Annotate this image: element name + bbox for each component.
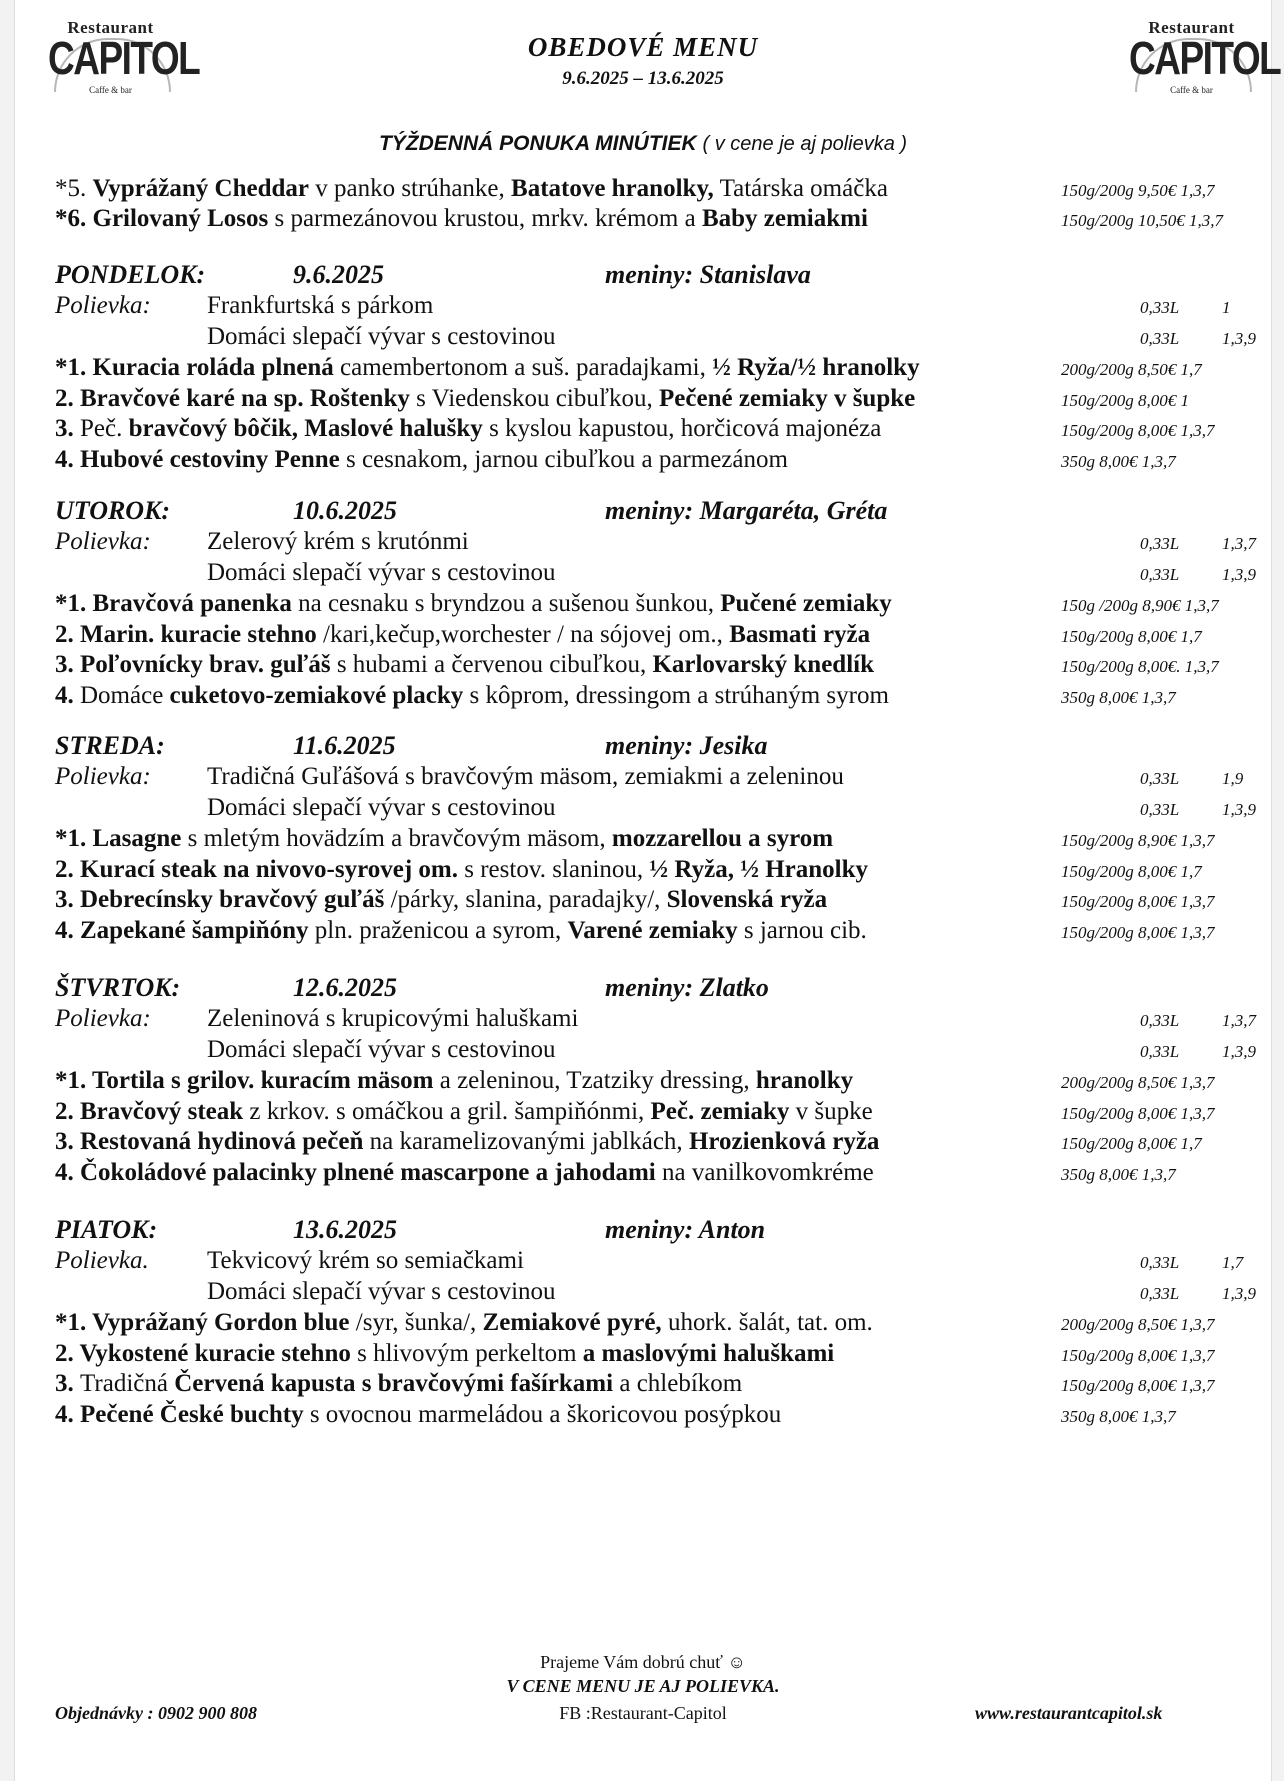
weekly-heading — [15, 132, 1271, 156]
main-dish-row — [55, 351, 1265, 385]
dish-text-part: a chlebíkom — [613, 1370, 743, 1397]
day-header — [55, 729, 1265, 763]
main-dish-meta: 200g/200g 8,50€ 1,3,7 — [1061, 1315, 1215, 1334]
soup-row — [55, 320, 1265, 354]
main-dish-row — [55, 382, 1265, 416]
dish-text-part: Hrozienková ryža — [688, 1128, 880, 1155]
dish-text — [55, 648, 874, 682]
day-nameday: meniny: Jesika — [605, 731, 768, 760]
dish-text-part: a maslovými haluškami — [582, 1339, 835, 1367]
main-dish-row — [55, 1095, 1265, 1129]
day-date: 12.6.2025 — [293, 973, 397, 1002]
day-date: 10.6.2025 — [293, 496, 397, 525]
dish-text-part: s hubami a červenou cibuľkou, — [330, 651, 653, 678]
day-date: 9.6.2025 — [293, 260, 384, 289]
soup-row — [55, 289, 1265, 323]
menu-dates: 9.6.2025 – 13.6.2025 — [562, 68, 724, 89]
soup-name: Frankfurtská s párkom — [207, 292, 434, 319]
weekly-heading-note: ( v cene je aj polievka ) — [702, 133, 908, 155]
soup-name: Domáci slepačí vývar s cestovinou — [207, 323, 556, 350]
logo-sub-text: Caffe & bar — [89, 85, 132, 95]
weekly-item-meta: 150g/200g 9,50€ 1,3,7 — [1061, 181, 1215, 200]
dish-text-part: hranolky — [755, 1067, 854, 1094]
dish-text-part: Pečené zemiaky v šupke — [659, 384, 916, 412]
main-dish-row — [55, 1125, 1265, 1159]
dish-text — [55, 1367, 742, 1401]
dish-text-part: 4. Zapekané šampiňóny — [55, 916, 309, 944]
main-dish-row — [55, 883, 1265, 917]
soup-allergens: 1,7 — [1222, 1253, 1244, 1272]
main-dish-meta: 150g /200g 8,90€ 1,3,7 — [1061, 596, 1219, 615]
dish-text — [55, 822, 833, 856]
main-dish-row — [55, 1337, 1265, 1371]
soup-name: Zelerový krém s krutónmi — [207, 528, 469, 555]
soup-row — [55, 1002, 1265, 1036]
dish-text-part: 3. Restovaná hydinová pečeň — [55, 1128, 364, 1155]
dish-text — [55, 202, 868, 236]
soup-row — [55, 525, 1265, 559]
dish-text-part: a zeleninou, Tzatziky dressing, — [433, 1067, 756, 1094]
main-dish-row — [55, 443, 1265, 477]
dish-text-part: /kari,kečup,worchester / na sójovej om., — [316, 620, 730, 648]
main-dish-meta: 350g 8,00€ 1,3,7 — [1061, 1406, 1176, 1426]
dish-text-part: *1. Tortila s grilov. kuracím mäsom — [55, 1067, 434, 1094]
soup-volume: 0,33L — [1140, 1011, 1180, 1030]
soup-allergens: 1,9 — [1222, 769, 1244, 788]
dish-text-part: mozzarellou a syrom — [611, 825, 834, 852]
dish-text-part: 4. Pečené České buchty — [55, 1400, 304, 1428]
dish-text-part: 2. Vykostené kuracie stehno — [55, 1339, 351, 1367]
soup-label: Polievka: — [55, 1005, 151, 1032]
day-header — [55, 494, 1265, 528]
soup-name: Zeleninová s krupicovými haluškami — [207, 1005, 579, 1032]
dish-text-part: *1. Vyprážaný Gordon blue — [55, 1309, 350, 1336]
dish-text-part: /syr, šunka/, — [349, 1309, 483, 1336]
dish-text-part: *1. Kuracia roláda plnená — [55, 354, 334, 381]
main-dish-meta: 150g/200g 8,00€ 1 — [1061, 390, 1189, 410]
dish-text — [55, 1156, 874, 1190]
soup-row — [55, 556, 1265, 590]
day-name: PONDELOK: — [55, 260, 206, 289]
dish-text — [55, 1064, 853, 1098]
day-name: PIATOK: — [55, 1215, 158, 1244]
dish-text-part: 4. Čokoládové palacinky plnené mascarpone a jahodami — [55, 1158, 656, 1186]
footer-wish: Prajeme Vám dobrú chuť ☺ — [540, 1652, 746, 1672]
weekly-item — [55, 172, 1265, 206]
main-dish-row — [55, 853, 1265, 887]
logo-capitol-text: CAPITOL — [48, 32, 200, 85]
dish-text-part: Varené zemiaky — [567, 916, 738, 944]
dish-text-part: s ovocnou marmeládou a škoricovou posýpkou — [303, 1400, 782, 1428]
soup-row — [55, 1033, 1265, 1067]
dish-text-part: s kyslou kapustou, horčicová majonéza — [482, 415, 882, 442]
dish-text-part: Pučené zemiaky — [720, 590, 892, 617]
footer-note: V CENE MENU JE AJ POLIEVKA. — [506, 1676, 780, 1696]
day-nameday: meniny: Zlatko — [605, 973, 769, 1002]
soup-volume: 0,33L — [1140, 1253, 1180, 1272]
soup-volume: 0,33L — [1140, 565, 1180, 584]
dish-text — [55, 679, 889, 713]
menu-title: OBEDOVÉ MENU — [527, 32, 759, 62]
main-dish-row — [55, 1398, 1265, 1432]
dish-text-part: 3. — [55, 1370, 80, 1397]
main-dish-meta: 150g/200g 8,00€ 1,3,7 — [1061, 1103, 1215, 1123]
dish-text-part: s mletým hovädzím a bravčovým mäsom, — [181, 825, 612, 852]
dish-text — [55, 914, 867, 948]
soup-name: Domáci slepačí vývar s cestovinou — [207, 794, 556, 821]
dish-text-part: Batatove hranolky, — [511, 175, 714, 202]
soup-allergens: 1,3,9 — [1222, 1042, 1256, 1061]
dish-text-part: 3. — [55, 415, 80, 442]
dish-text — [55, 1337, 834, 1371]
soup-allergens: 1,3,7 — [1222, 534, 1256, 553]
soup-volume: 0,33L — [1140, 769, 1180, 788]
soup-volume: 0,33L — [1140, 800, 1180, 819]
soup-allergens: 1,3,9 — [1222, 1284, 1256, 1303]
dish-text-part: v šupke — [789, 1097, 873, 1125]
dish-text-part: 4. Hubové cestoviny Penne — [55, 445, 340, 473]
dish-text-part: *1. Lasagne — [55, 825, 182, 852]
footer-orders-phone: Objednávky : 0902 900 808 — [55, 1703, 257, 1723]
soup-volume: 0,33L — [1140, 1042, 1180, 1061]
weekly-item-meta: 150g/200g 10,50€ 1,3,7 — [1061, 211, 1223, 230]
dish-text-part: Slovenská ryža — [666, 886, 828, 913]
soup-volume: 0,33L — [1140, 329, 1180, 348]
day-name: UTOROK: — [55, 496, 171, 525]
main-dish-row — [55, 587, 1265, 621]
main-dish-row — [55, 1156, 1265, 1190]
day-name: STREDA: — [55, 731, 165, 760]
dish-text-part: s kôprom, dressingom a strúhaným syrom — [463, 681, 889, 709]
soup-allergens: 1,3,9 — [1222, 800, 1256, 819]
dish-text-part: Tradičná — [80, 1370, 175, 1397]
soup-volume: 0,33L — [1140, 1284, 1180, 1303]
soup-volume: 0,33L — [1140, 534, 1180, 553]
dish-text — [55, 412, 881, 446]
main-dish-meta: 150g/200g 8,00€ 1,3,7 — [1061, 892, 1215, 911]
dish-text-part: Basmati ryža — [729, 620, 871, 648]
dish-text-part: 2. Bravčové karé na sp. Roštenky — [55, 384, 410, 412]
dish-text-part: na vanilkovomkréme — [655, 1158, 874, 1186]
dish-text-part: pln. praženicou a syrom, — [308, 916, 568, 944]
dish-text — [55, 351, 920, 385]
dish-text-part: bravčový bôčik, Maslové halušky — [128, 415, 483, 442]
soup-label: Polievka: — [55, 292, 151, 319]
main-dish-meta: 150g/200g 8,90€ 1,3,7 — [1061, 831, 1215, 850]
dish-text-part: ½ Ryža/½ hranolky — [712, 354, 920, 381]
main-dish-meta: 350g 8,00€ 1,3,7 — [1061, 1164, 1176, 1184]
soup-name: Domáci slepačí vývar s cestovinou — [207, 1036, 556, 1063]
dish-text-part: /párky, slanina, paradajky/, — [384, 886, 667, 913]
soup-row — [55, 791, 1265, 825]
day-date: 11.6.2025 — [293, 731, 396, 760]
soup-label: Polievka: — [55, 528, 151, 555]
dish-text — [55, 382, 915, 416]
main-dish-meta: 350g 8,00€ 1,3,7 — [1061, 451, 1176, 471]
main-dish-row — [55, 648, 1265, 682]
logo-restaurant-text: Restaurant — [1148, 18, 1235, 37]
main-dish-row — [55, 1306, 1265, 1340]
dish-text — [55, 1306, 873, 1340]
dish-text — [55, 618, 870, 652]
dish-text-part: s cesnakom, jarnou cibuľkou a parmezánom — [339, 445, 788, 473]
soup-allergens: 1,3,7 — [1222, 1011, 1256, 1030]
dish-text-part: ½ Ryža, ½ Hranolky — [649, 855, 868, 883]
main-dish-meta: 150g/200g 8,00€ 1,3,7 — [1061, 421, 1215, 440]
main-dish-row — [55, 1367, 1265, 1401]
dish-text-part: Peč. zemiaky — [650, 1097, 790, 1125]
dish-text-part: 2. Kurací steak na nivovo-syrovej om. — [55, 855, 458, 883]
main-dish-row — [55, 618, 1265, 652]
dish-text-part: Baby zemiakmi — [701, 205, 868, 232]
dish-text-part: Domáce — [80, 681, 170, 709]
dish-text-part: s Viedenskou cibuľkou, — [409, 384, 660, 412]
main-dish-meta: 150g/200g 8,00€ 1,7 — [1061, 861, 1202, 881]
soup-name: Domáci slepačí vývar s cestovinou — [207, 559, 556, 586]
dish-text-part: *5. — [55, 175, 93, 202]
main-dish-meta: 200g/200g 8,50€ 1,3,7 — [1061, 1073, 1215, 1092]
dish-text-part: 2. Marin. kuracie stehno — [55, 620, 317, 648]
dish-text-part: cuketovo-zemiakové placky — [169, 681, 464, 709]
dish-text-part: s restov. slaninou, — [458, 855, 650, 883]
dish-text — [55, 1095, 873, 1129]
footer-website: www.restaurantcapitol.sk — [975, 1703, 1163, 1723]
soup-allergens: 1,3,9 — [1222, 565, 1256, 584]
dish-text — [55, 883, 827, 917]
dish-text-part: Karlovarský knedlík — [652, 651, 875, 678]
main-dish-meta: 150g/200g 8,00€ 1,7 — [1061, 1134, 1202, 1153]
day-header — [55, 1213, 1265, 1247]
day-nameday: meniny: Margaréta, Gréta — [605, 496, 888, 525]
dish-text-part: *1. Bravčová panenka — [55, 590, 292, 617]
dish-text-part: s hlivovým perkeltom — [350, 1339, 583, 1367]
main-dish-meta: 150g/200g 8,00€ 1,3,7 — [1061, 922, 1215, 942]
weekly-item — [55, 202, 1265, 236]
dish-text-part: s parmezánovou krustou, mrkv. krémom a — [268, 205, 702, 232]
dish-text-part: s jarnou cib. — [737, 916, 867, 944]
dish-text-part: v panko strúhanke, — [308, 175, 512, 202]
day-nameday: meniny: Anton — [605, 1215, 766, 1244]
soup-name: Domáci slepačí vývar s cestovinou — [207, 1278, 556, 1305]
dish-text — [55, 1125, 879, 1159]
menu-page — [14, 0, 1281, 1781]
main-dish-meta: 150g/200g 8,00€. 1,3,7 — [1061, 657, 1219, 676]
dish-text-part: 4. — [55, 681, 80, 709]
logo-sub-text: Caffe & bar — [1170, 85, 1213, 95]
dish-text — [55, 853, 868, 887]
soup-volume: 0,33L — [1140, 298, 1180, 317]
soup-label: Polievka. — [55, 1247, 149, 1274]
main-dish-row — [55, 412, 1265, 446]
day-nameday: meniny: Stanislava — [605, 260, 811, 289]
dish-text-part: Tatárska omáčka — [713, 175, 888, 202]
dish-text-part: Vyprážaný Cheddar — [92, 175, 309, 202]
soup-row — [55, 1244, 1265, 1278]
main-dish-meta: 350g 8,00€ 1,3,7 — [1061, 687, 1176, 707]
dish-text-part: *6. Grilovaný Losos — [55, 205, 269, 232]
dish-text-part: 3. Debrecínsky bravčový guľáš — [55, 886, 385, 913]
dish-text — [55, 443, 788, 477]
main-dish-row — [55, 914, 1265, 948]
main-dish-meta: 200g/200g 8,50€ 1,7 — [1061, 360, 1202, 379]
dish-text-part: Zemiakové pyré, — [482, 1309, 662, 1336]
main-dish-meta: 150g/200g 8,00€ 1,3,7 — [1061, 1345, 1215, 1365]
dish-text-part: uhork. šalát, tat. om. — [661, 1309, 873, 1336]
logo-capitol-text: CAPITOL — [1129, 32, 1281, 85]
dish-text-part: Peč. — [80, 415, 129, 442]
dish-text-part: camembertonom a suš. paradajkami, — [333, 354, 713, 381]
day-header — [55, 971, 1265, 1005]
soup-label: Polievka: — [55, 763, 151, 790]
weekly-heading-text: TÝŽDENNÁ PONUKA MINÚTIEK — [378, 132, 697, 155]
footer-facebook: FB :Restaurant-Capitol — [559, 1703, 727, 1723]
soup-allergens: 1,3,9 — [1222, 329, 1256, 348]
dish-text-part: na karamelizovanými jablkách, — [363, 1128, 689, 1155]
dish-text-part: Červená kapusta s bravčovými fašírkami — [174, 1370, 614, 1397]
soup-name: Tradičná Guľášová s bravčovým mäsom, zemiakmi a zeleninou — [207, 763, 844, 790]
dish-text-part: z krkov. s omáčkou a gril. šampiňónmi, — [243, 1097, 651, 1125]
dish-text-part: 3. Poľovnícky brav. guľáš — [55, 651, 331, 678]
soup-row — [55, 760, 1265, 794]
dish-text — [55, 587, 892, 621]
dish-text-part: na cesnaku s bryndzou a sušenou šunkou, — [291, 590, 721, 617]
main-dish-row — [55, 822, 1265, 856]
day-header — [55, 258, 1265, 292]
soup-allergens: 1 — [1222, 298, 1231, 317]
dish-text-part: 2. Bravčový steak — [55, 1097, 244, 1125]
soup-name: Tekvicový krém so semiačkami — [207, 1247, 524, 1274]
main-dish-row — [55, 679, 1265, 713]
logo-restaurant-text: Restaurant — [67, 18, 154, 37]
day-date: 13.6.2025 — [293, 1215, 397, 1244]
main-dish-meta: 150g/200g 8,00€ 1,7 — [1061, 626, 1202, 646]
soup-row — [55, 1275, 1265, 1309]
day-name: ŠTVRTOK: — [55, 973, 181, 1002]
main-dish-meta: 150g/200g 8,00€ 1,3,7 — [1061, 1376, 1215, 1395]
main-dish-row — [55, 1064, 1265, 1098]
dish-text — [55, 172, 888, 206]
dish-text — [55, 1398, 781, 1432]
